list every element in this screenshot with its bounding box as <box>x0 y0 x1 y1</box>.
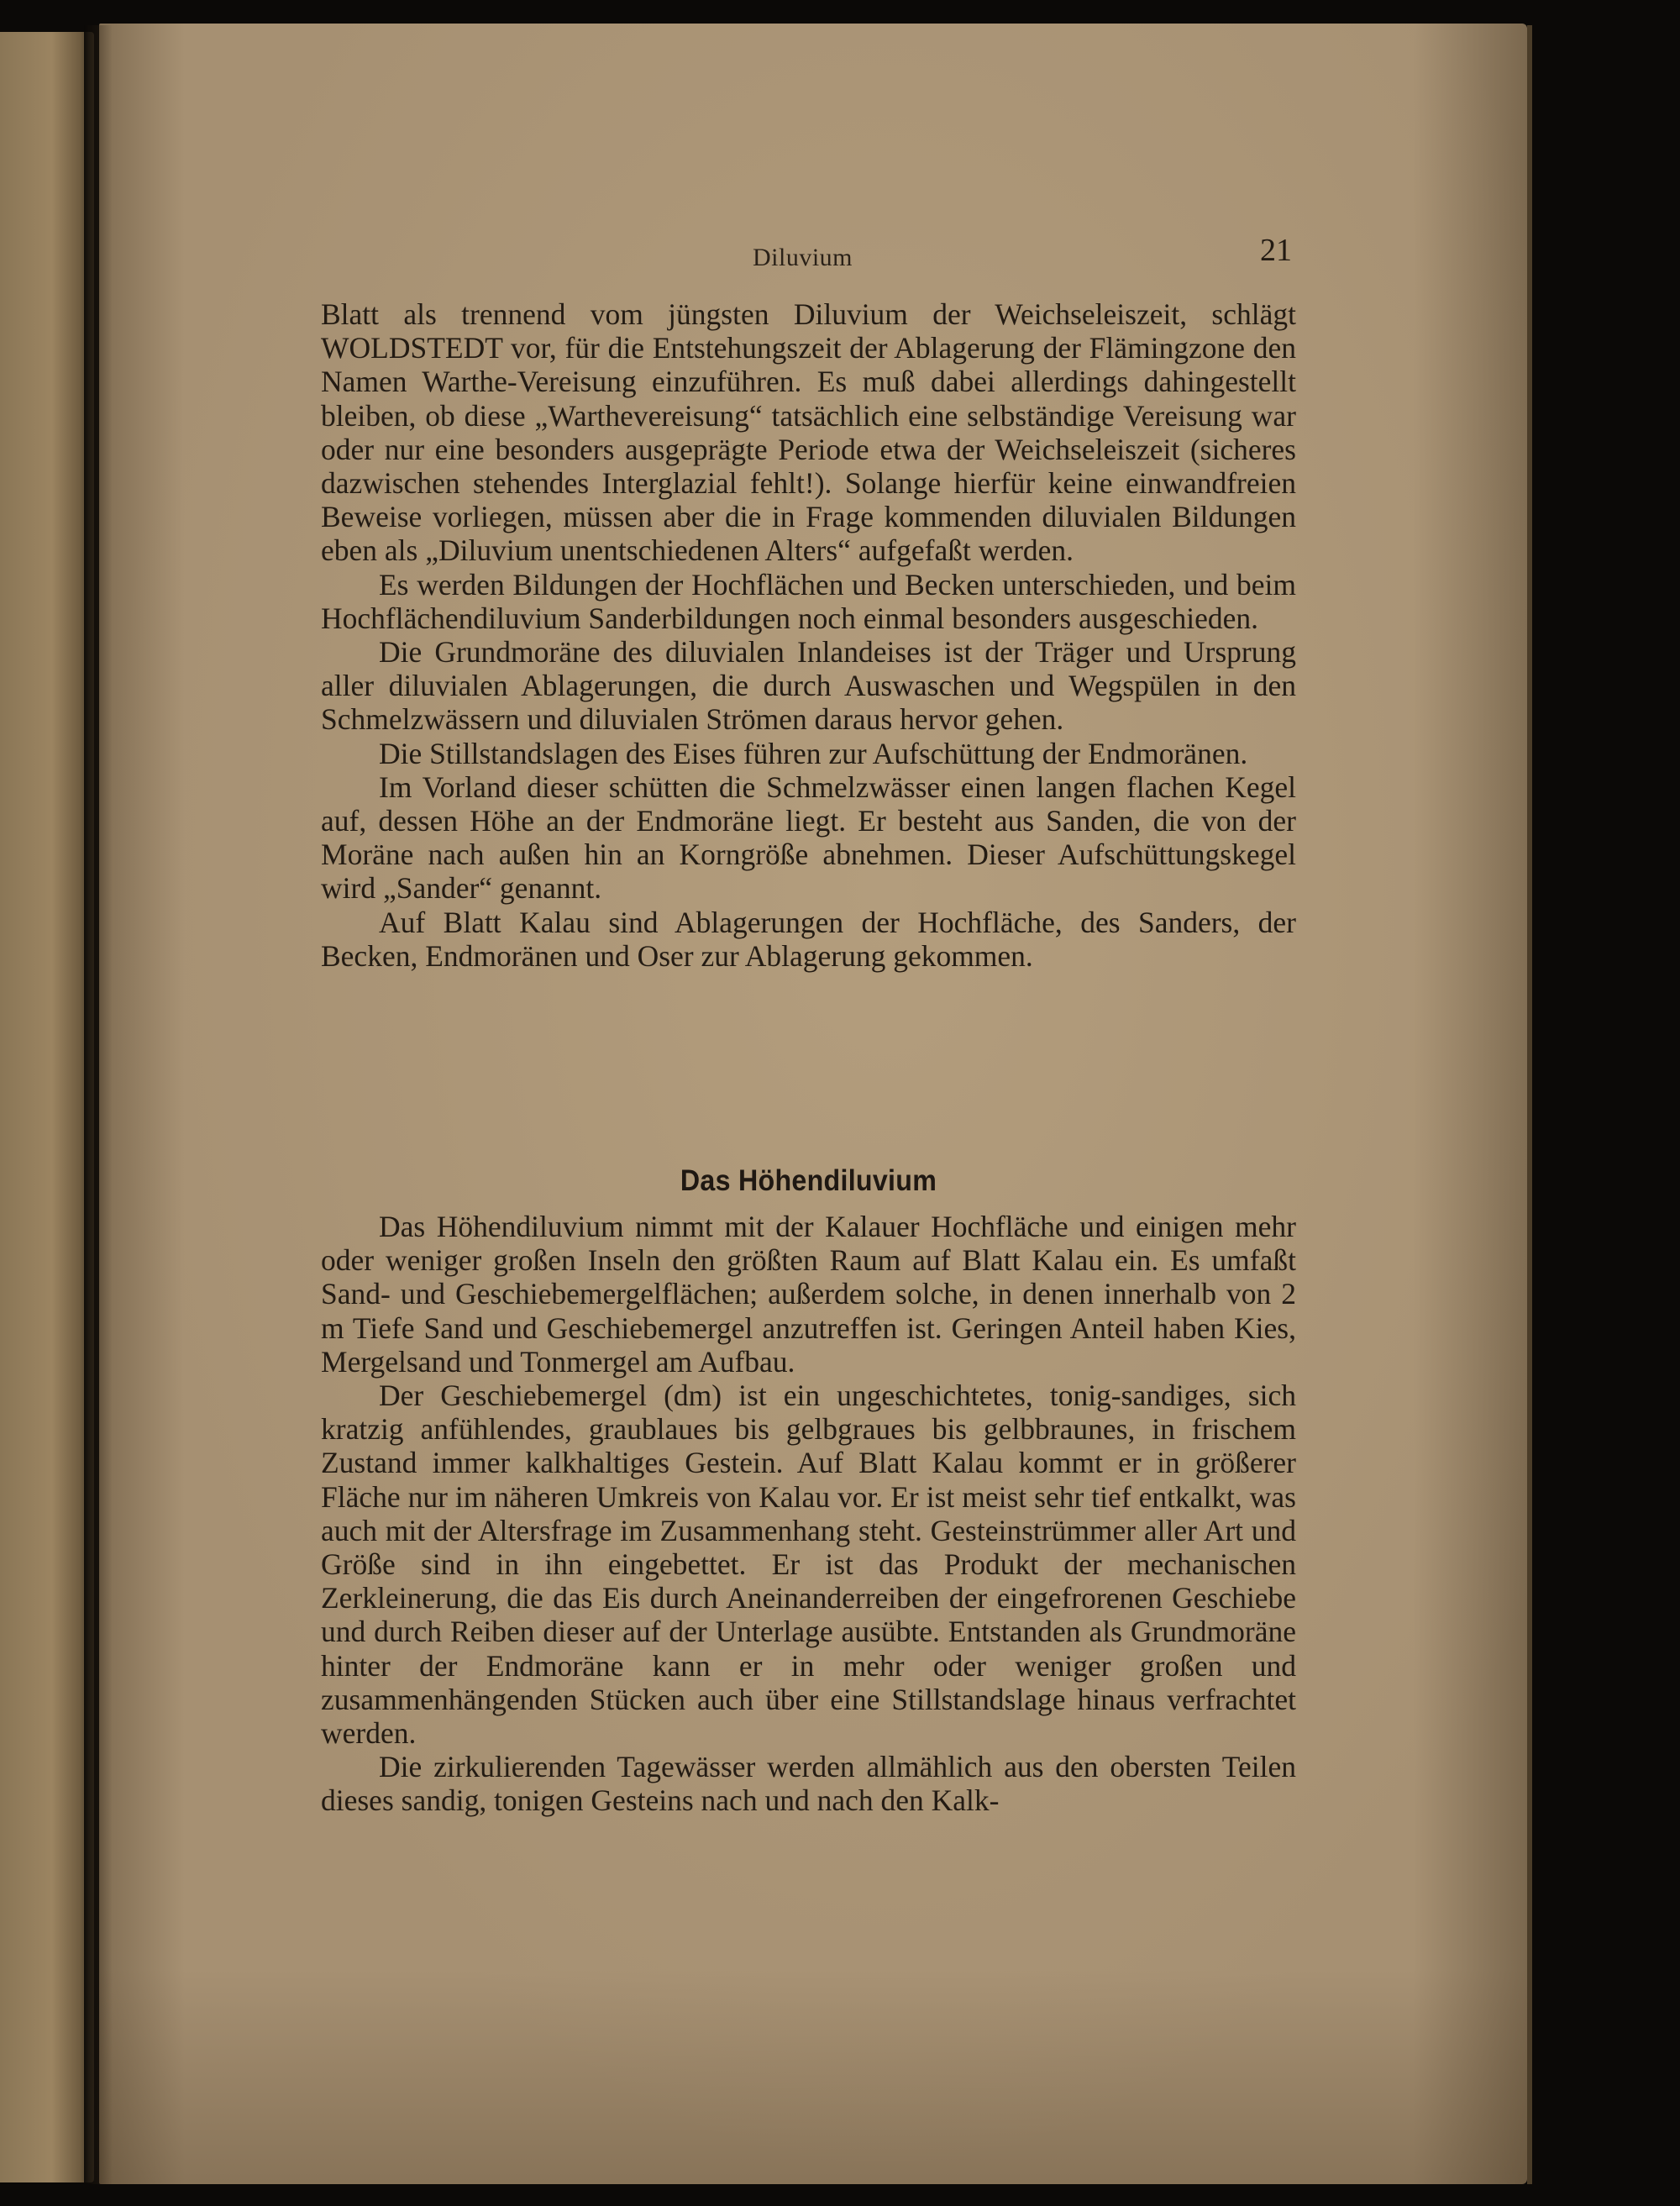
paragraph: Im Vorland dieser schütten die Schmelzwässer einen langen flachen Kegel auf, dessen Höhe an der Endmoräne liegt. Er besteht aus Sanden, die von der Moräne nach außen hin an Korngröße abnehmen. Dieser Aufschüttungskegel wird „Sander“ genannt. <box>321 769 1296 906</box>
paragraph: Die zirkulierenden Tagewässer werden allmählich aus den obersten Teilen dieses sandig, tonigen Gesteins nach und nach den Kalk- <box>321 1750 1296 1818</box>
paragraph: Der Geschiebemergel (dm) ist ein ungeschichtetes, tonig-sandiges, sich kratzig anfühlendes, graublaues bis gelbgraues bis gelbbraunes, in frischem Zustand immer kalkhaltiges Gestein. Auf Blatt Kalau kommt er in größerer Fläche nur im näheren Umkreis von Kalau vor. Er ist meist sehr tief entkalkt, was auch mit der Altersfrage im Zusammenhang steht. Gesteinstrümmer aller Art und Größe sind in ihn eingebettet. Er ist das Produkt der mechanischen Zerkleinerung, die das Eis durch Aneinanderreiben der eingefrorenen Geschiebe und durch Reiben dieser auf der Unterlage ausübte. Entstanden als Grundmoräne hinter der Endmoräne kann er in mehr oder weniger großen und zusammenhängenden Stücken auch über eine Stillstandslage hinaus verfrachtet werden. <box>321 1379 1296 1751</box>
paragraph: Das Höhendiluvium nimmt mit der Kalauer Hochfläche und einigen mehr oder weniger großen Inseln den größten Raum auf Blatt Kalau ein. Es umfaßt Sand- und Geschiebemergelflächen; außerdem solche, in denen innerhalb von 2 m Tiefe Sand und Geschiebemergel anzutreffen ist. Geringen Anteil haben Kies, Mergelsand und Tonmergel am Aufbau. <box>321 1210 1296 1379</box>
page-right-edge <box>1527 25 1532 2184</box>
paragraph: Es werden Bildungen der Hochflächen und Becken unterschieden, und beim Hochflächendiluvium Sanderbildungen noch einmal besonders ausgeschieden. <box>321 567 1296 635</box>
paragraph: Blatt als trennend vom jüngsten Diluvium der Weichseleiszeit, schlägt WOLDSTEDT vor, für die Entstehungszeit der Ablagerung der Flämingzone den Namen Warthe-Vereisung einzuführen. Es muß dabei allerdings dahingestellt bleiben, ob diese „Warthevereisung“ tatsächlich eine selbständige Vereisung war oder nur eine besonders ausgeprägte Periode etwa der Weichseleiszeit (sicheres dazwischen stehendes Interglazial fehlt!). Solange hierfür keine einwandfreien Beweise vorliegen, müssen aber die in Frage kommenden diluvialen Bildungen eben als „Diluvium unentschiedenen Alters“ aufgefaßt werden. <box>321 297 1296 568</box>
running-head: Diluvium <box>753 244 853 271</box>
section-heading: Das Höhendiluvium <box>680 1164 937 1197</box>
paragraph: Die Grundmoräne des diluvialen Inlandeises ist der Träger und Ursprung aller diluvialen Ablagerungen, die durch Auswaschen und Wegspülen in den Schmelzwässern und diluvialen Strömen daraus hervor gehen. <box>321 635 1296 737</box>
page-number: 21 <box>1260 233 1292 268</box>
body-text-section-1 <box>321 297 1296 973</box>
body-text-section-2 <box>321 1210 1296 1818</box>
paragraph: Die Stillstandslagen des Eises führen zur Aufschüttung der Endmoränen. <box>379 736 1248 770</box>
paragraph: Auf Blatt Kalau sind Ablagerungen der Hochfläche, des Sanders, der Becken, Endmoränen und Oser zur Ablagerung gekommen. <box>321 905 1296 973</box>
gutter-shadow <box>84 25 113 2184</box>
left-page-edge <box>0 32 94 2182</box>
